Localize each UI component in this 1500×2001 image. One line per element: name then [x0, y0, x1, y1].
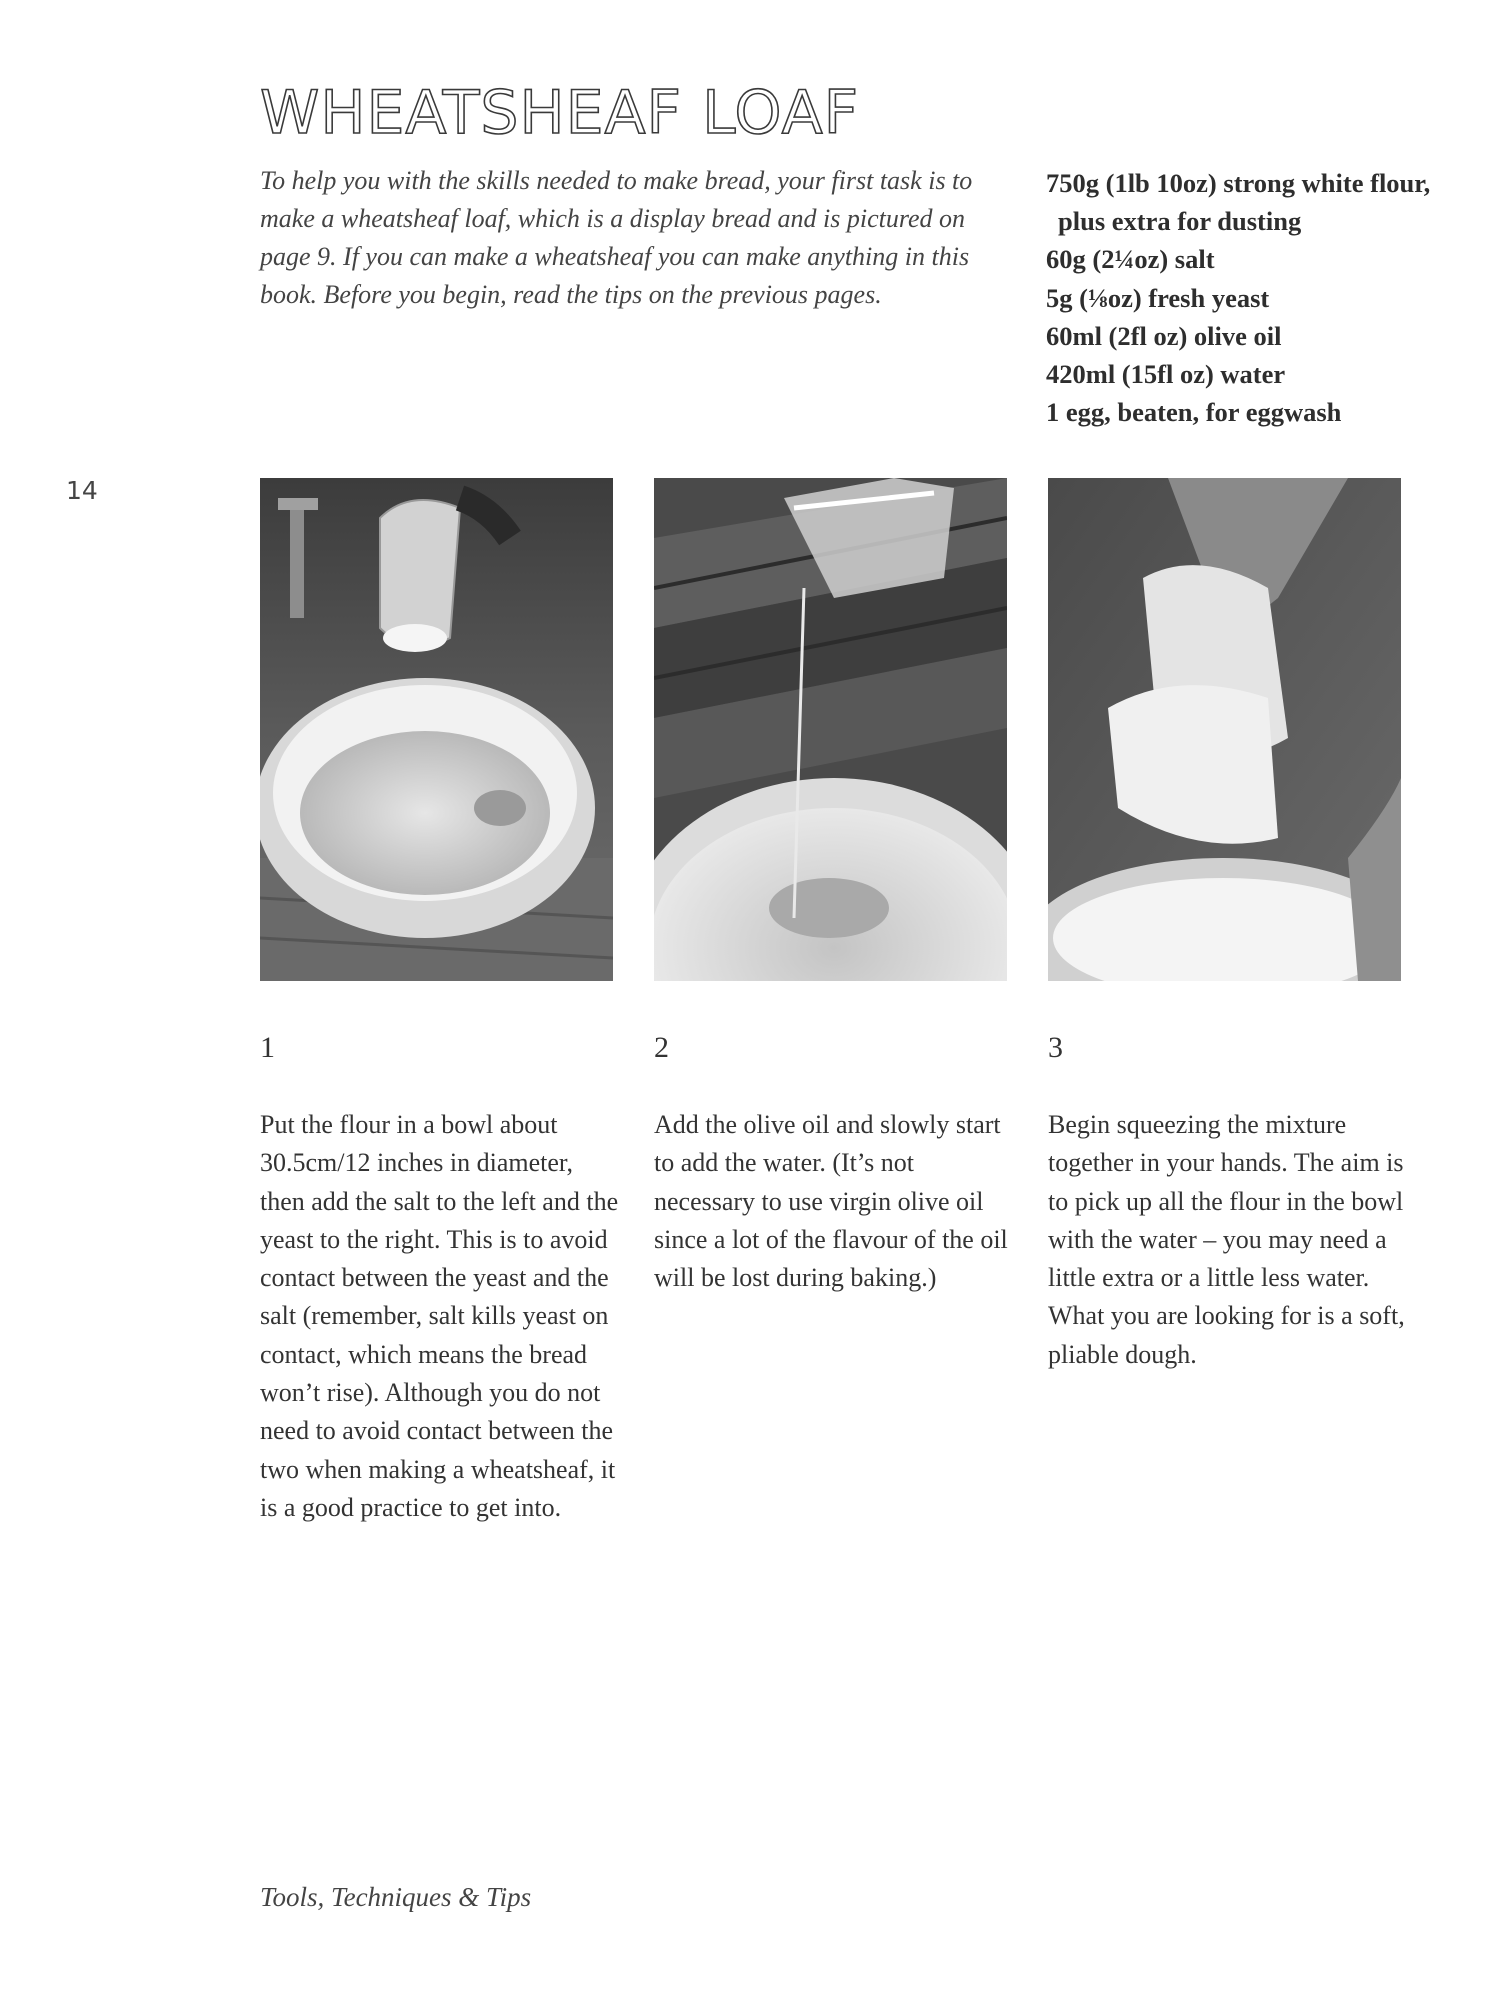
water-pour-illustration: [654, 478, 1007, 981]
intro-paragraph: To help you with the skills needed to make bread, your first task is to make a wheatsheaf loaf, which is a display bread and is pictured on page 9. If you can make a wheatsheaf you can make anything in this book. Before you begin, read the tips on the previous pages.: [260, 166, 973, 309]
page-number: 14: [66, 476, 98, 505]
step-text: Put the flour in a bowl about 30.5cm/12 inches in diameter, then add the salt to the left and the yeast to the right. This is to avoid contact between the yeast and the salt (remember, salt kills yeast on contact, which means the bread won’t rise). Although you do not need to avoid contact between the two when making a wheatsheaf, it is a good practice to get into.: [260, 1110, 619, 1522]
step-number: 3: [1048, 1031, 1063, 1064]
step-number: 2: [654, 1031, 669, 1064]
ingredient-item: 60g (2¼oz) salt: [1046, 244, 1215, 275]
step-text: Add the olive oil and slowly start to add the water. (It’s not necessary to use virgin olive oil since a lot of the flavour of the oil will be lost during baking.): [654, 1110, 1008, 1293]
ingredient-item: 750g (1lb 10oz) strong white flour, plus extra for dusting: [1046, 168, 1431, 237]
ingredient-item: 1 egg, beaten, for eggwash: [1046, 397, 1342, 428]
step-2: [654, 1030, 1014, 1297]
step-3: [1048, 1030, 1408, 1374]
step-number: 1: [260, 1031, 275, 1064]
step-3-photo: [1048, 478, 1401, 981]
step-2-photo: [654, 478, 1007, 981]
page-title: WHEATSHEAF LOAF: [260, 78, 860, 148]
step-1: [260, 1030, 620, 1527]
ingredient-item: 420ml (15fl oz) water: [1046, 359, 1286, 390]
ingredient-item: 5g (⅛oz) fresh yeast: [1046, 282, 1270, 313]
ingredient-list: [1046, 164, 1466, 431]
step-text: Begin squeezing the mixture together in your hands. The aim is to pick up all the flour in the bowl with the water – you may need a little extra or a little less water. What you are looking for is a soft, pliable dough.: [1048, 1110, 1405, 1369]
running-footer: Tools, Techniques & Tips: [260, 1882, 532, 1912]
step-1-photo: [260, 478, 613, 981]
dough-squeeze-illustration: [1048, 478, 1401, 981]
ingredient-item: 60ml (2fl oz) olive oil: [1046, 320, 1282, 351]
flour-bowl-illustration: [260, 478, 613, 981]
